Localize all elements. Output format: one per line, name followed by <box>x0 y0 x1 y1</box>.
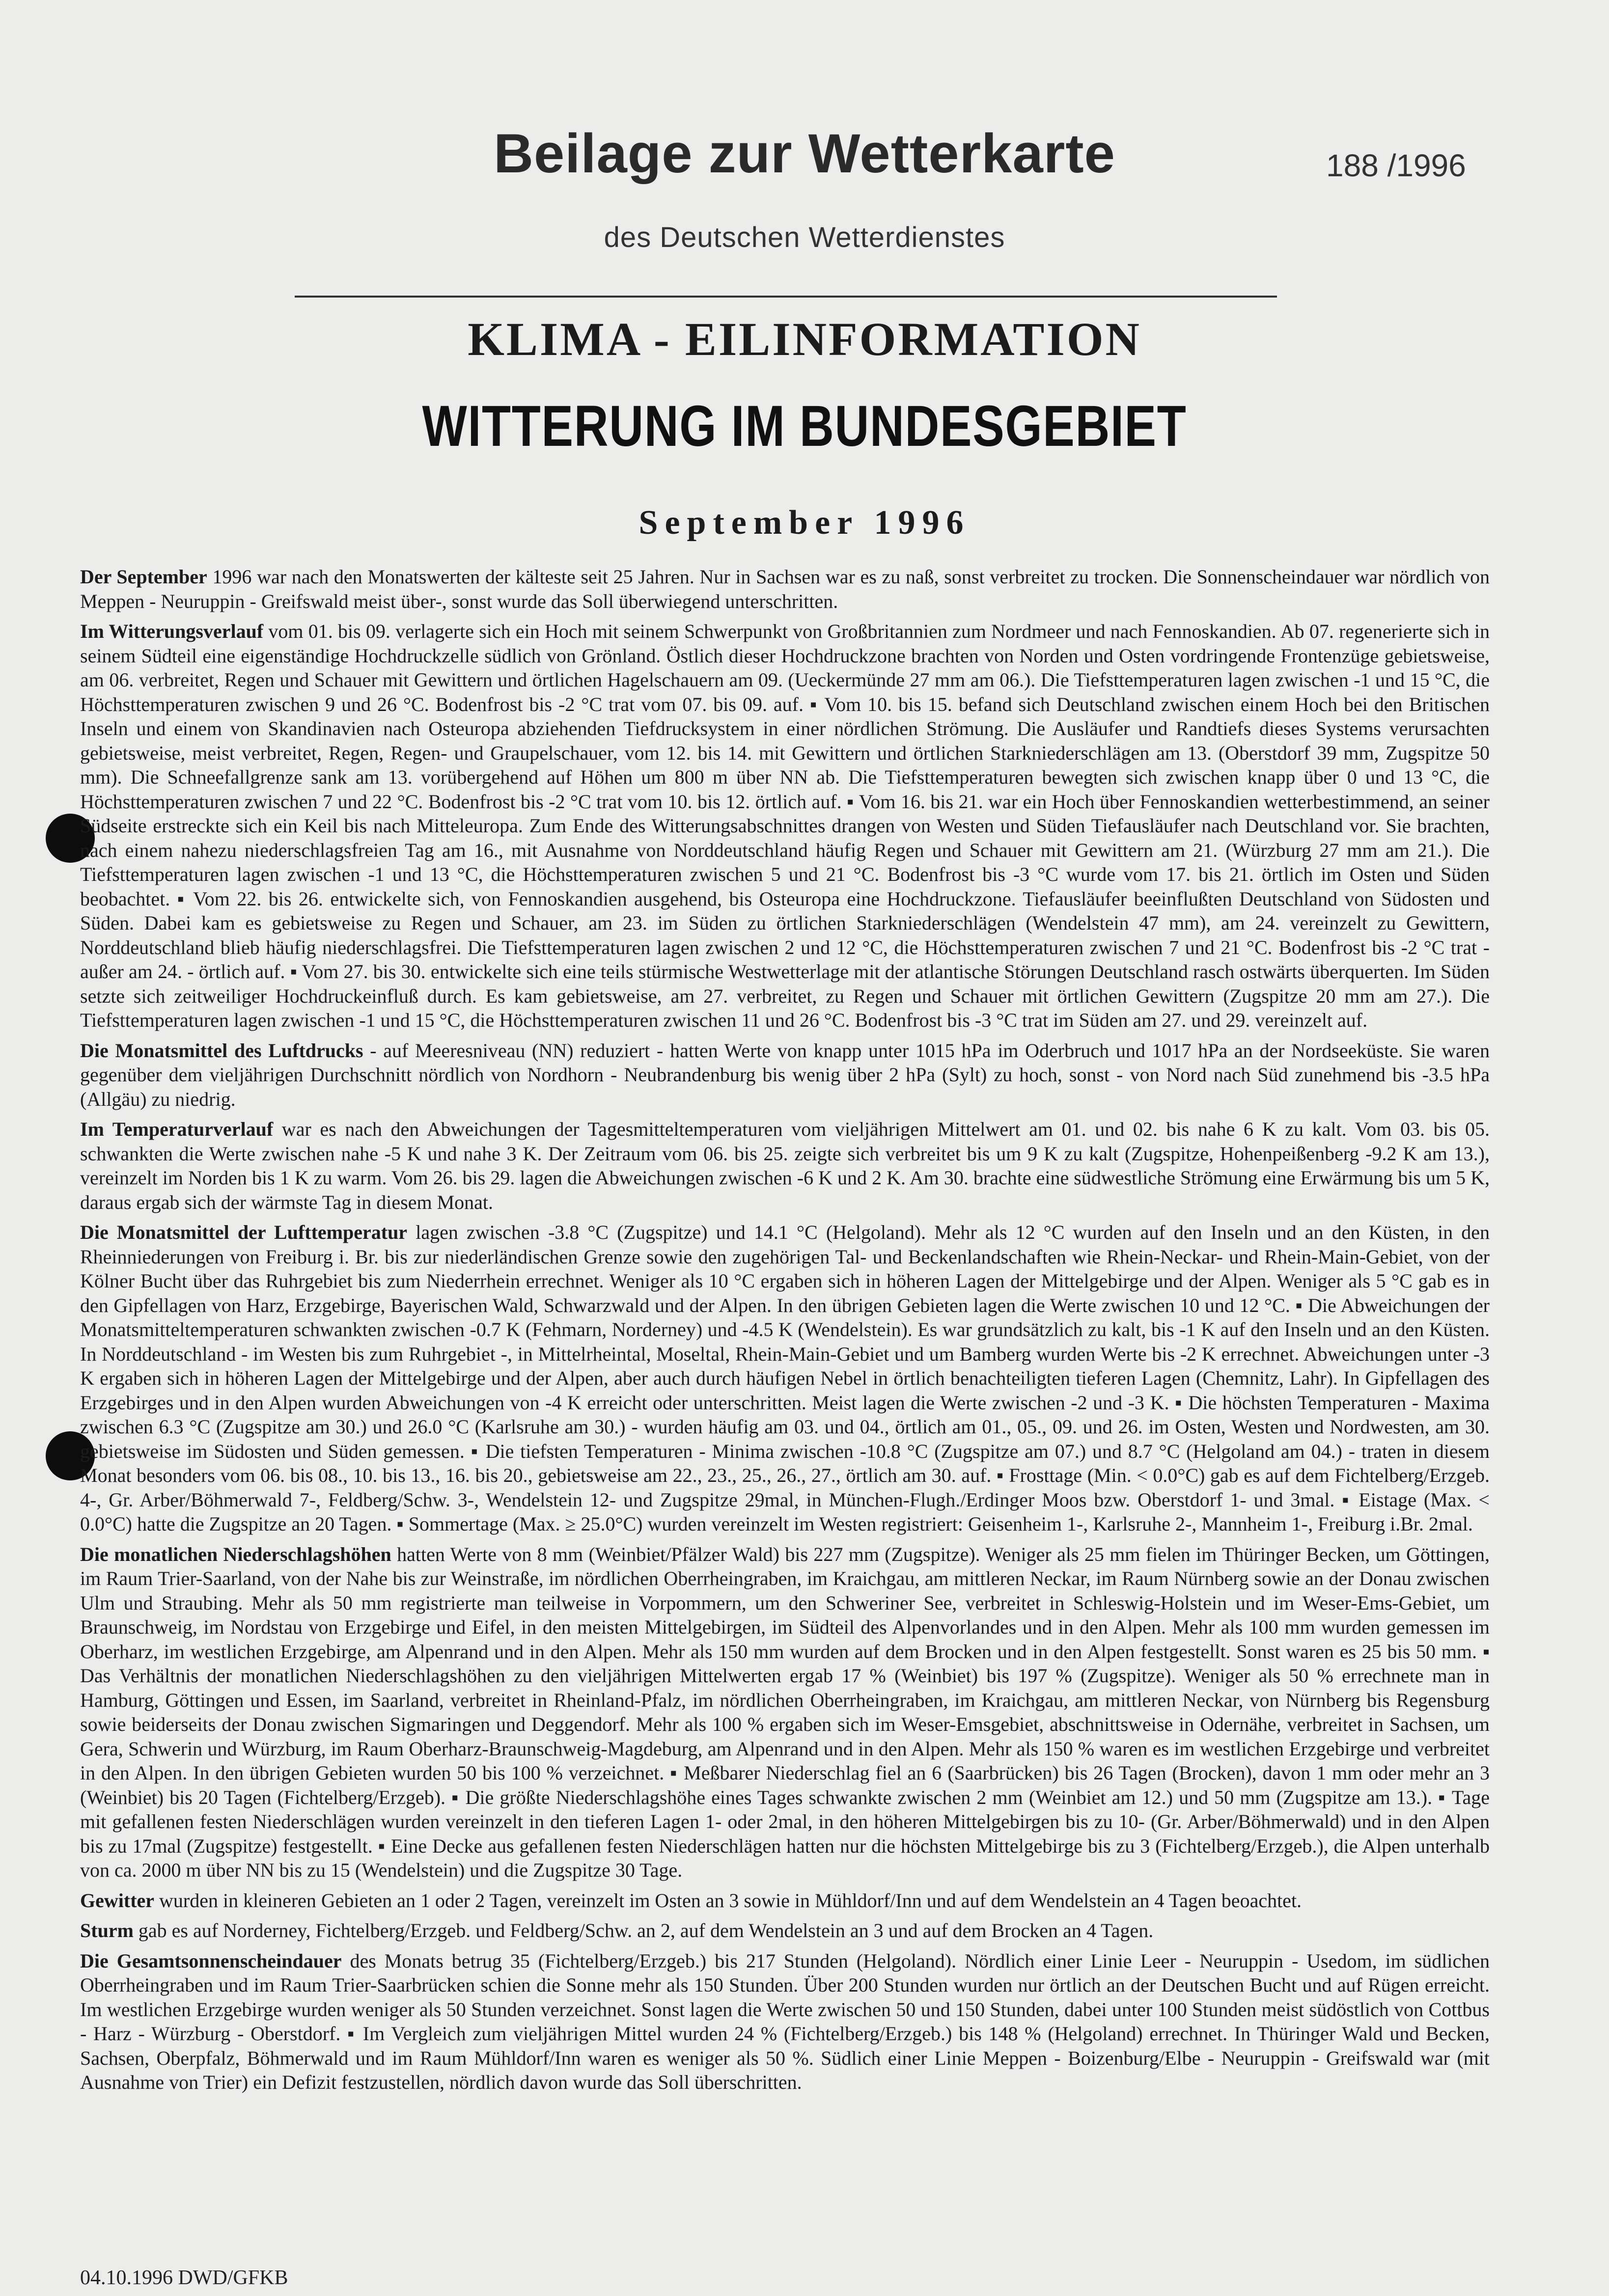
header-divider <box>295 296 1277 298</box>
paragraph-text: 1996 war nach den Monatswerten der kälteste seit 25 Jahren. Nur in Sachsen war es zu naß, sonst verbreitet zu trocken. Die Sonnenscheindauer war nördlich von Meppen - Neuruppin - Greifswald meist über-, sonst wurde das Soll überwiegend unterschritten. <box>80 566 1490 612</box>
paragraph-weather-course <box>80 619 1490 1033</box>
paragraph-lead: Die monatlichen Niederschlagshöhen <box>80 1543 391 1565</box>
paragraph-air-pressure <box>80 1039 1490 1112</box>
paragraph-lead: Im Witterungsverlauf <box>80 620 264 642</box>
report-body <box>80 565 1490 2101</box>
paragraph-lead: Die Gesamtsonnenscheindauer <box>80 1949 342 1972</box>
paragraph-sunshine <box>80 1949 1490 2095</box>
footer-date-source: 04.10.1996 DWD/GFKB <box>80 2267 288 2289</box>
paragraph-text: gab es auf Norderney, Fichtelberg/Erzgeb. und Feldberg/Schw. an 2, auf dem Wendelstein an 3 und auf dem Brocken an 4 Tagen. <box>133 1919 1154 1941</box>
header-title: Beilage zur Wetterkarte <box>494 123 1115 184</box>
paragraph-text: wurden in kleineren Gebieten an 1 oder 2 Tagen, vereinzelt im Osten an 3 sowie in Mühldorf/Inn und auf dem Wendelstein an 4 Tagen beoachtet. <box>154 1889 1302 1912</box>
paragraph-temperature-course <box>80 1117 1490 1214</box>
paragraph-thunderstorms <box>80 1888 1490 1913</box>
paragraph-text: des Monats betrug 35 (Fichtelberg/Erzgeb.) bis 217 Stunden (Helgoland). Nördlich einer Linie Leer - Neuruppin - Usedom, im südlichen Oberrheingraben und im Raum Trier-Saarbrücken schien die Sonne mehr als 150 Stunden. Über 200 Stunden wurden nur örtlich an der Deutschen Bucht und auf Rügen erreicht. Im westlichen Erzgebirge wurden weniger als 50 Stunden verzeichnet. Sonst lagen die Werte zwischen 50 und 150 Stunden, dabei unter 100 Stunden meist südöstlich von Cottbus - Harz - Würzburg - Oberstdorf. ▪ Im Vergleich zum vieljährigen Mittel wurden 24 % (Fichtelberg/Erzgeb.) bis 148 % (Helgoland) errechnet. In Thüringer Wald und Becken, Sachsen, Oberpfalz, Böhmerwald und im Raum Mühldorf/Inn waren es weniger als 50 %. Südlich einer Linie Meppen - Boizenburg/Elbe - Neuruppin - Greifswald war (mit Ausnahme von Trier) ein Defizit festzustellen, nördlich davon wurde das Soll überschritten. <box>80 1949 1490 2093</box>
paragraph-text: lagen zwischen -3.8 °C (Zugspitze) und 14.1 °C (Helgoland). Mehr als 12 °C wurden auf den Inseln und an den Küsten, in den Rheinniederungen von Freiburg i. Br. bis zur niederländischen Grenze sowie den zugehörigen Tal- und Beckenlandschaften wie Rhein-Neckar- und Rhein-Main-Gebiet, von der Kölner Bucht über das Ruhrgebiet bis zum Niederrhein errechnet. Weniger als 10 °C ergaben sich in höheren Lagen der Mittelgebirge und der Alpen. Weniger als 5 °C gab es in den Gipfellagen von Harz, Erzgebirge, Bayerischen Wald, Schwarzwald und der Alpen. In den übrigen Gebieten lagen die Werte zwischen 10 und 12 °C. ▪ Die Abweichungen der Monatsmitteltemperaturen schwankten zwischen -0.7 K (Fehmarn, Norderney) und -4.5 K (Wendelstein). Es war grundsätzlich zu kalt, bis -1 K auf den Inseln und an den Küsten. In Norddeutschland - im Westen bis zum Ruhrgebiet -, in Mittelrheintal, Moseltal, Rhein-Main-Gebiet und um Bamberg wurden Werte bis -2 K errechnet. Abweichungen unter -3 K ergaben sich in höheren Lagen der Mittelgebirge und der Alpen, aber auch durch häufigen Nebel in örtlich benachteiligten tieferen Lagen (Chemnitz, Lahr). In Gipfellagen des Erzgebirges und in den Alpen wurden Abweichungen von -4 K erreicht oder unterschritten. Meist lagen die Werte zwischen -2 und -3 K. ▪ Die höchsten Temperaturen - Maxima zwischen 6.3 °C (Zugspitze am 30.) und 26.0 °C (Karlsruhe am 30.) - wurden häufig am 03. und 04., örtlich am 01., 05., 09. und 26. im Osten, Westen und Nordwesten, am 30. gebietsweise im Südosten und Süden gemessen. ▪ Die tiefsten Temperaturen - Minima zwischen -10.8 °C (Zugspitze am 07.) und 8.7 °C (Helgoland am 04.) - traten in diesem Monat besonders vom 06. bis 08., 10. bis 13., 16. bis 20., gebietsweise am 22., 23., 25., 26., 27., örtlich am 30. auf. ▪ Frosttage (Min. < 0.0°C) gab es auf dem Fichtelberg/Erzgeb. 4-, Gr. Arber/Böhmerwald 7-, Feldberg/Schw. 3-, Wendelstein 12- und Zugspitze 29mal, in München-Flugh./Erdinger Moos bzw. Oberstdorf 1- und 3mal. ▪ Eistage (Max. < 0.0°C) hatte die Zugspitze an 20 Tagen. ▪ Sommertage (Max. ≥ 25.0°C) wurden vereinzelt im Westen registriert: Geisenheim 1-, Karlsruhe 2-, Mannheim 1-, Freiburg i.Br. 2mal. <box>80 1221 1490 1535</box>
paragraph-precipitation <box>80 1542 1490 1883</box>
paragraph-storm <box>80 1918 1490 1943</box>
section-title: WITTERUNG IM BUNDESGEBIET <box>422 394 1187 459</box>
paragraph-text: - auf Meeresniveau (NN) reduziert - hatten Werte von knapp unter 1015 hPa im Oderbruch und 1017 hPa an der Nordseeküste. Sie waren gegenüber dem vieljährigen Durchschnitt nördlich von Nordhorn - Neubrandenburg bis wenig über 2 hPa (Sylt) zu hoch, sonst - von Nord nach Süd zunehmend bis -3.5 hPa (Allgäu) zu niedrig. <box>80 1039 1490 1110</box>
paragraph-lead: Im Temperaturverlauf <box>80 1118 274 1140</box>
paragraph-lead: Der September <box>80 566 207 588</box>
paragraph-lead: Sturm <box>80 1919 134 1941</box>
header-subtitle: des Deutschen Wetterdienstes <box>604 221 1005 253</box>
paragraph-lead: Die Monatsmittel der Lufttemperatur <box>80 1221 408 1243</box>
paragraph-text: vom 01. bis 09. verlagerte sich ein Hoch mit seinem Schwerpunkt von Großbritannien zum Nordmeer und nach Fennoskandien. Ab 07. regenerierte sich in seinem Südteil eine eigenständige Hochdruckzelle südlich von Grönland. Östlich dieser Hochdruckzone brachten von Norden und Osten vordringende Frontenzüge gebietsweise, am 06. verbreitet, Regen und Schauer mit Gewittern und örtlichen Hagelschauern am 09. (Ueckermünde 27 mm am 06.). Die Tiefsttemperaturen lagen zwischen -1 und 15 °C, die Höchsttemperaturen zwischen 9 und 26 °C. Bodenfrost bis -2 °C trat vom 07. bis 09. auf. ▪ Vom 10. bis 15. befand sich Deutschland zwischen einem Hoch bei den Britischen Inseln und einem von Skandinavien nach Osteuropa abziehenden Tiefdrucksystem in einer nördlichen Strömung. Die Ausläufer und Randtiefs dieses Systems verursachten gebietsweise, meist verbreitet, Regen, Regen- und Graupelschauer, vom 12. bis 14. mit Gewittern und örtlichen Starkniederschlägen am 13. (Oberstdorf 39 mm, Zugspitze 50 mm). Die Schneefallgrenze sank am 13. vorübergehend auf Höhen um 800 m über NN ab. Die Tiefsttemperaturen bewegten sich zwischen knapp über 0 und 13 °C, die Höchsttemperaturen zwischen 7 und 22 °C. Bodenfrost bis -2 °C trat vom 10. bis 12. örtlich auf. ▪ Vom 16. bis 21. war ein Hoch über Fennoskandien wetterbestimmend, an seiner Südseite erstreckte sich ein Keil bis nach Mitteleuropa. Zum Ende des Witterungsabschnittes drangen von Westen und Süden Tiefausläufer nach Deutschland vor. Sie brachten, nach einem nahezu niederschlagsfreien Tag am 16., mit Ausnahme von Norddeutschland häufig Regen und Schauer mit Gewittern am 21. (Würzburg 27 mm am 21.). Die Tiefsttemperaturen lagen zwischen -1 und 13 °C, die Höchsttemperaturen zwischen 5 und 21 °C. Bodenfrost bis -3 °C wurde vom 17. bis 21. örtlich im Osten und Süden beobachtet. ▪ Vom 22. bis 26. entwickelte sich, von Fennoskandien ausgehend, bis Osteuropa eine Hochdruckzone. Tiefausläufer beeinflußten Deutschland von Südosten und Süden. Dabei kam es gebietsweise zu Regen und Schauer, am 23. im Süden zu örtlichen Starkniederschlägen (Wendelstein 47 mm), am 24. vereinzelt zu Gewittern, Norddeutschland blieb häufig niederschlagsfrei. Die Tiefsttemperaturen lagen zwischen 2 und 12 °C, die Höchsttemperaturen zwischen 7 und 21 °C. Bodenfrost bis -2 °C trat - außer am 24. - örtlich auf. ▪ Vom 27. bis 30. entwickelte sich eine teils stürmische Westwetterlage mit der atlantische Störungen Deutschland rasch ostwärts überquerten. Im Süden setzte sich zeitweiliger Hochdruckeinfluß durch. Es kam gebietsweise, am 27. verbreitet, zu Regen und Schauer mit örtlichen Gewittern (Zugspitze 20 mm am 27.). Die Tiefsttemperaturen lagen zwischen -1 und 15 °C, die Höchsttemperaturen zwischen 11 und 26 °C. Bodenfrost bis -3 °C trat im Süden am 27. und 29. vereinzelt auf. <box>80 620 1490 1031</box>
paragraph-lead: Gewitter <box>80 1889 155 1912</box>
paragraph-text: war es nach den Abweichungen der Tagesmitteltemperaturen vom vieljährigen Mittelwert am 01. und 02. bis nahe 6 K zu kalt. Vom 03. bis 05. schwankten die Werte zwischen nahe -5 K und nahe 3 K. Der Zeitraum vom 06. bis 25. zeigte sich verbreitet bis um 9 K zu kalt (Zugspitze, Hohenpeißenberg -9.2 K am 13.), vereinzelt im Norden bis 1 K zu warm. Vom 26. bis 29. lagen die Abweichungen zwischen -6 K und 2 K. Am 30. brachte eine südwestliche Strömung eine Erwärmung bis um 5 K, daraus ergab sich der wärmste Tag in diesem Monat. <box>80 1118 1490 1213</box>
report-month: September 1996 <box>638 504 971 542</box>
paragraph-air-temperature <box>80 1220 1490 1536</box>
section-heading: KLIMA - EILINFORMATION <box>468 313 1141 365</box>
paragraph-summary <box>80 565 1490 613</box>
issue-number: 188 /1996 <box>1326 148 1466 183</box>
paragraph-text: hatten Werte von 8 mm (Weinbiet/Pfälzer Wald) bis 227 mm (Zugspitze). Weniger als 25 mm fielen im Thüringer Becken, um Göttingen, im Raum Trier-Saarland, von der Nahe bis zur Weinstraße, im nördlichen Oberrheingraben, im Kraichgau, am mittleren Neckar, im Raum Nürnberg sowie an der Donau zwischen Ulm und Straubing. Mehr als 50 mm registrierte man teilweise in Vorpommern, um den Schweriner See, verbreitet in Schleswig-Holstein und im Weser-Ems-Gebiet, um Braunschweig, im Nordstau von Erzgebirge und Eifel, in den meisten Mittelgebirgen, im Südteil des Alpenvorlandes und in den Alpen. Mehr als 100 mm wurden gemessen im Oberharz, im westlichen Erzgebirge, am Alpenrand und in den Alpen. Mehr als 150 mm wurden auf dem Brocken und in den Alpen festgestellt. Sonst waren es 25 bis 50 mm. ▪ Das Verhältnis der monatlichen Niederschlagshöhen zu den vieljährigen Mittelwerten ergab 17 % (Weinbiet) bis 197 % (Zugspitze). Weniger als 50 % errechnete man in Hamburg, Göttingen und Essen, im Saarland, verbreitet in Rheinland-Pfalz, im nördlichen Oberrheingraben, im Kraichgau, am mittleren Neckar, von Nürnberg bis Regensburg sowie beiderseits der Donau zwischen Sigmaringen und Deggendorf. Mehr als 100 % ergaben sich im Weser-Emsgebiet, abschnittsweise in Odernähe, verbreitet in Sachsen, um Gera, Schwerin und Würzburg, im Raum Oberharz-Braunschweig-Magdeburg, am Alpenrand und in den Alpen. Mehr als 150 % waren es im westlichen Erzgebirge und verbreitet in den Alpen. In den übrigen Gebieten wurden 50 bis 100 % verzeichnet. ▪ Meßbarer Niederschlag fiel an 6 (Saarbrücken) bis 26 Tagen (Brocken), davon 1 mm oder mehr an 3 (Weinbiet) bis 20 Tagen (Fichtelberg/Erzgeb). ▪ Die größte Niederschlagshöhe eines Tages schwankte zwischen 2 mm (Weinbiet am 12.) und 50 mm (Zugspitze am 13.). ▪ Tage mit gefallenen festen Niederschlägen wurden vereinzelt in den tieferen Lagen 1- oder 2mal, in den höheren Mittelgebirgen bis zu 10- (Gr. Arber/Böhmerwald) und in den Alpen bis zu 17mal (Zugspitze) festgestellt. ▪ Eine Decke aus gefallenen festen Niederschlägen hatten nur die höchsten Mittelgebirge bis zu 3 (Fichtelberg/Erzgeb.), die Alpen unterhalb von ca. 2000 m über NN bis zu 15 (Wendelstein) und die Zugspitze 30 Tage. <box>80 1543 1490 1881</box>
paragraph-lead: Die Monatsmittel des Luftdrucks <box>80 1039 363 1062</box>
